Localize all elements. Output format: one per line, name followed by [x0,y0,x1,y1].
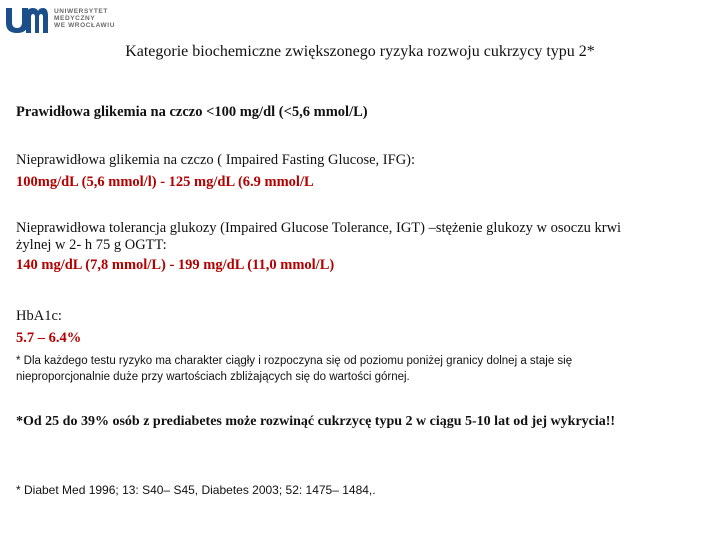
risk-footnote-line-2: nieproporcjonalnie duże przy wartościach zbliżających się do wartości górnej. [16,371,410,383]
um-logo-icon [4,4,48,34]
igt-section [16,220,706,274]
hba1c-label: HbA1c: [16,308,62,324]
normal-glycemia-label: Prawidłowa glikemia na czczo <100 mg/dl (<5,6 mmol/L) [16,104,368,120]
igt-value: 140 mg/dL (7,8 mmol/L) - 199 mg/dL (11,0 mmol/L) [16,257,335,273]
igt-label-line-2: żylnej w 2- h 75 g OGTT: [16,237,167,253]
ifg-label: Nieprawidłowa glikemia na czczo ( Impaired Fasting Glucose, IFG): [16,152,416,168]
logo-wordmark [54,8,115,29]
hba1c-section [16,308,706,347]
risk-footnote [16,353,706,385]
prediabetes-highlight: *Od 25 do 39% osób z prediabetes może rozwinąć cukrzycę typu 2 w ciągu 5-10 lat od jej wykrycia!! [16,414,616,429]
ifg-section [16,152,706,191]
hba1c-value: 5.7 – 6.4% [16,330,82,346]
reference-citation: * Diabet Med 1996; 13: S40– S45, Diabetes 2003; 52: 1475– 1484,. [16,483,376,497]
logo-line-1: UNIWERSYTET [54,8,108,15]
logo-line-2: MEDYCZNY [54,15,96,22]
igt-label-line-1: Nieprawidłowa tolerancja glukozy (Impaired Glucose Tolerance, IGT) –stężenie glukozy w osoczu krwi [16,220,622,236]
university-logo [4,4,120,36]
normal-glycemia-section [16,104,706,121]
page-title: Kategorie biochemiczne zwiększonego ryzyka rozwoju cukrzycy typu 2* [125,43,595,60]
ifg-value: 100mg/dL (5,6 mmol/l) - 125 mg/dL (6.9 mmol/L [16,174,314,190]
risk-footnote-line-1: * Dla każdego testu ryzyko ma charakter ciągły i rozpoczyna się od poziomu poniżej granicy dolnej a staje się [16,355,573,367]
logo-line-3: WE WROCŁAWIU [54,22,115,29]
